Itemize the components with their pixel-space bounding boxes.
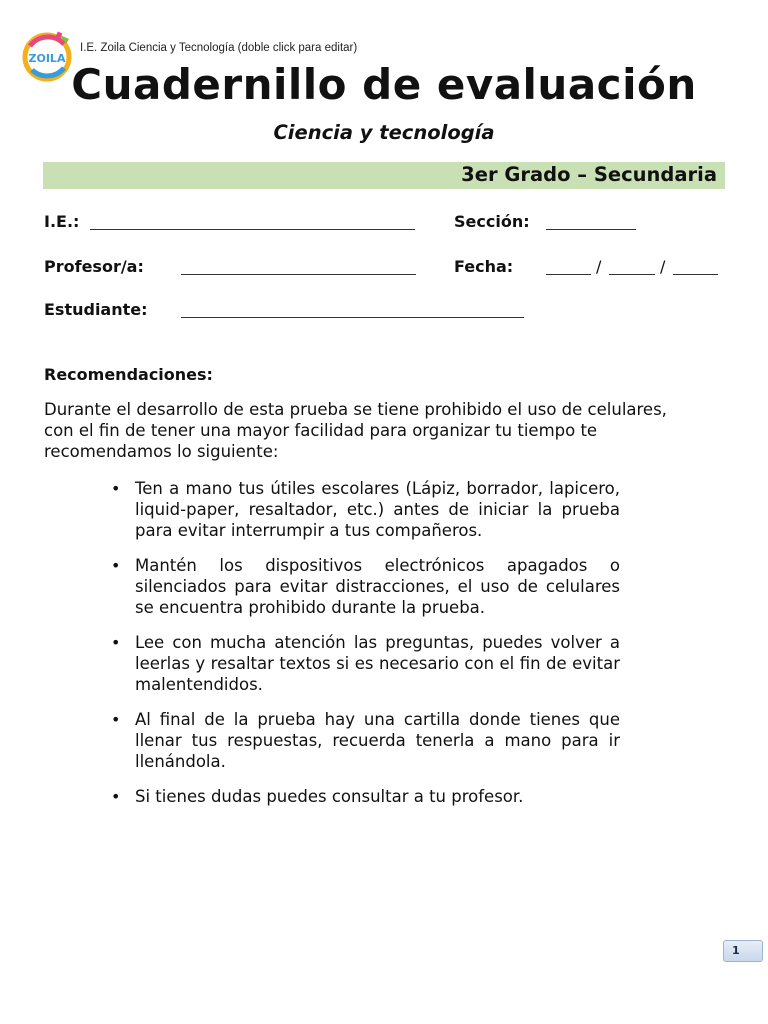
recommendation-text: Si tienes dudas puedes consultar a tu profesor. — [135, 787, 524, 806]
page-title: Cuadernillo de evaluación — [71, 60, 697, 109]
fecha-separator: / — [660, 257, 666, 276]
bullet-icon: • — [111, 787, 121, 806]
svg-text:ZOILA: ZOILA — [28, 52, 66, 65]
list-item — [103, 632, 620, 695]
bullet-icon: • — [111, 479, 121, 498]
profesor-label: Profesor/a: — [44, 257, 144, 276]
page-number-badge: 1 — [723, 940, 763, 962]
seccion-input-line[interactable] — [546, 229, 636, 230]
ie-input-line[interactable] — [90, 229, 415, 230]
list-item — [103, 555, 620, 618]
recommendation-text: Mantén los dispositivos electrónicos apagados o silenciados para evitar distracciones, el uso de celulares se encuentra prohibido durante la prueba. — [135, 556, 620, 617]
seccion-label: Sección: — [454, 212, 530, 231]
intro-line: con el fin de tener una mayor facilidad para organizar tu tiempo te — [44, 421, 598, 440]
recommendations-list — [103, 478, 620, 821]
estudiante-label: Estudiante: — [44, 300, 148, 319]
fecha-separator: / — [596, 257, 602, 276]
recommendations-intro — [44, 399, 744, 462]
recommendation-text: Al final de la prueba hay una cartilla donde tienes que llenar tus respuestas, recuerda tenerla a mano para ir llenándola. — [135, 710, 620, 771]
bullet-icon: • — [111, 556, 121, 575]
recommendations-title: Recomendaciones: — [44, 365, 213, 384]
list-item — [103, 786, 620, 807]
intro-line: Durante el desarrollo de esta prueba se tiene prohibido el uso de celulares, — [44, 400, 667, 419]
estudiante-input-line[interactable] — [181, 317, 524, 318]
ie-label: I.E.: — [44, 212, 80, 231]
recommendation-text: Ten a mano tus útiles escolares (Lápiz, borrador, lapicero, liquid-paper, resaltador, etc.) antes de iniciar la prueba para evitar interrumpir a tus compañeros. — [135, 479, 620, 540]
school-header-line[interactable]: I.E. Zoila Ciencia y Tecnología (doble click para editar) — [80, 42, 358, 54]
fecha-day-line[interactable] — [546, 274, 591, 275]
fecha-year-line[interactable] — [673, 274, 718, 275]
fecha-month-line[interactable] — [609, 274, 655, 275]
grade-label: 3er Grado – Secundaria — [461, 163, 717, 186]
list-item — [103, 709, 620, 772]
grade-banner — [43, 162, 725, 189]
fecha-label: Fecha: — [454, 257, 514, 276]
bullet-icon: • — [111, 633, 121, 652]
list-item — [103, 478, 620, 541]
subject-subtitle: Ciencia y tecnología — [273, 121, 495, 144]
recommendation-text: Lee con mucha atención las preguntas, puedes volver a leerlas y resaltar textos si es necesario con el fin de evitar malentendidos. — [135, 633, 620, 694]
bullet-icon: • — [111, 710, 121, 729]
intro-line: recomendamos lo siguiente: — [44, 442, 279, 461]
profesor-input-line[interactable] — [181, 274, 416, 275]
